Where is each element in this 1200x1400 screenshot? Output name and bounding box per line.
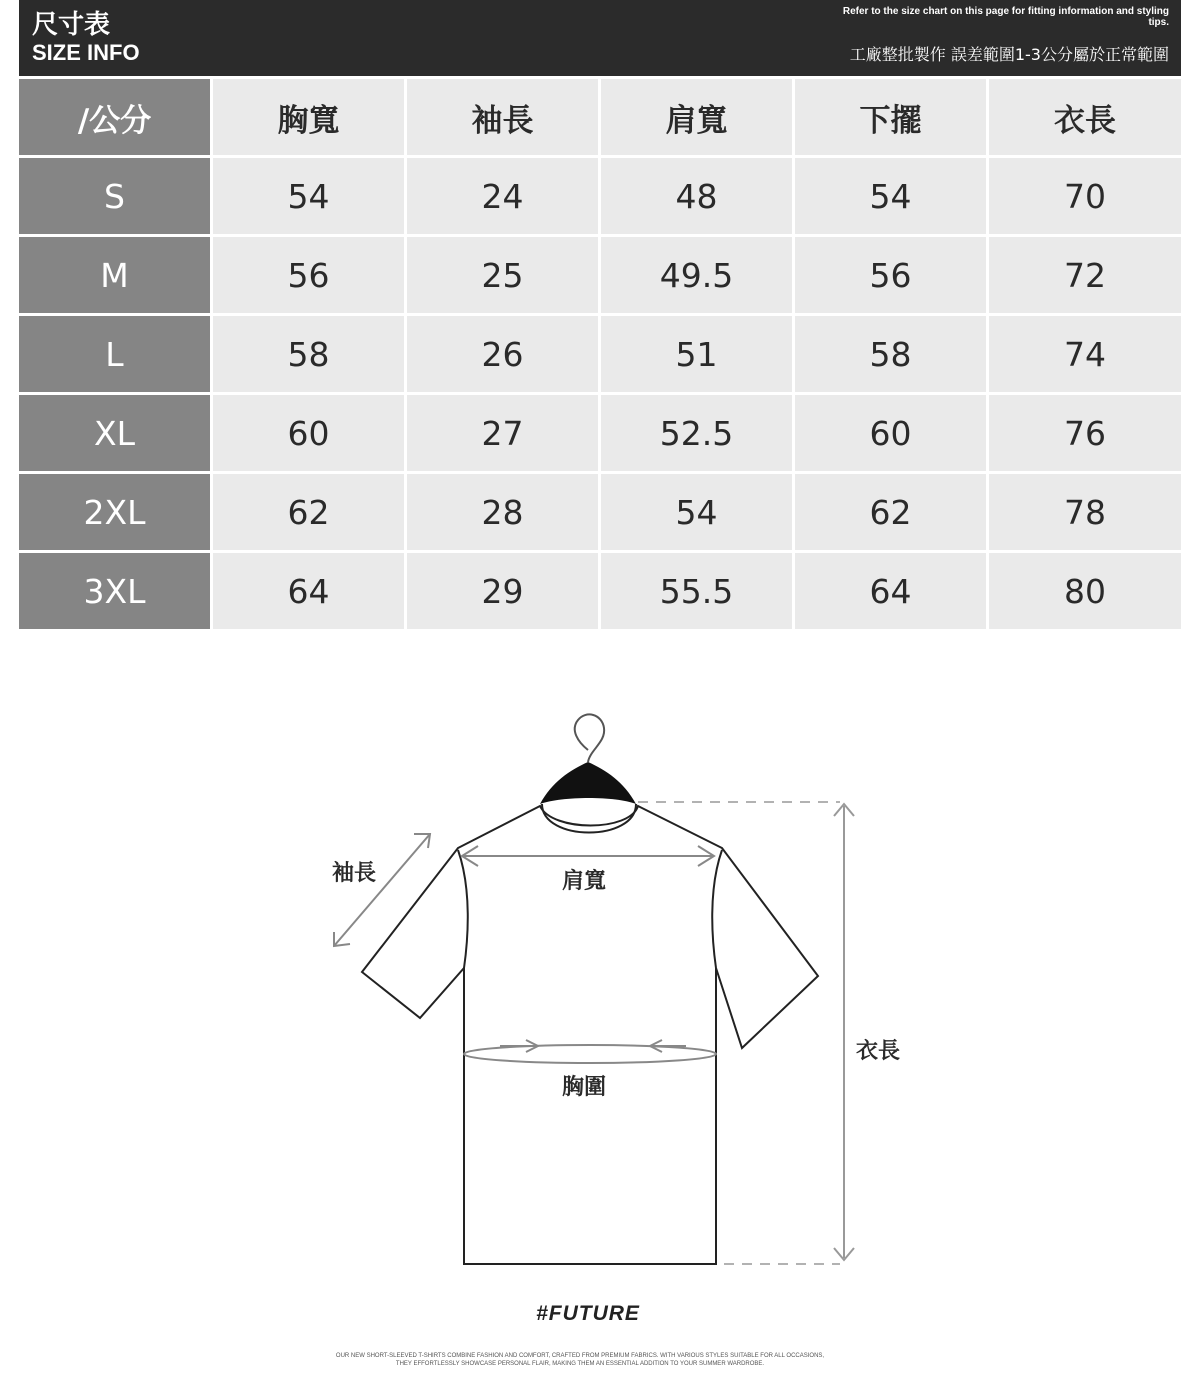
chest-label: 胸圍 [562, 1075, 607, 1100]
size-label: XL [19, 395, 210, 471]
length-label: 衣長 [856, 1039, 901, 1064]
table-cell: 76 [989, 395, 1181, 471]
table-cell: 64 [795, 553, 986, 629]
header-bar [19, 0, 1181, 76]
table-cell: 60 [795, 395, 986, 471]
column-header: 袖長 [407, 79, 598, 155]
page-subtitle: SIZE INFO [32, 40, 140, 65]
table-cell: 24 [407, 158, 598, 234]
table-cell: 28 [407, 474, 598, 550]
table-cell: 56 [795, 237, 986, 313]
table-cell: 52.5 [601, 395, 792, 471]
table-cell: 26 [407, 316, 598, 392]
size-table [19, 79, 1181, 629]
table-cell: 60 [213, 395, 404, 471]
tshirt-diagram [300, 700, 900, 1300]
table-cell: 54 [601, 474, 792, 550]
table-cell: 54 [795, 158, 986, 234]
hanger-icon [540, 762, 636, 804]
table-cell: 25 [407, 237, 598, 313]
table-cell: 55.5 [601, 553, 792, 629]
table-cell: 70 [989, 158, 1181, 234]
table-cell: 27 [407, 395, 598, 471]
column-header: 下擺 [795, 79, 986, 155]
size-label: M [19, 237, 210, 313]
shoulder-label: 肩寬 [562, 869, 607, 894]
fitting-note-en: Refer to the size chart on this page for fitting information and styling tips. [842, 6, 1169, 28]
table-cell: 62 [213, 474, 404, 550]
table-cell: 62 [795, 474, 986, 550]
table-cell: 64 [213, 553, 404, 629]
table-cell: 58 [795, 316, 986, 392]
page-title: 尺寸表 [32, 10, 111, 40]
table-cell: 56 [213, 237, 404, 313]
sleeve-label: 袖長 [332, 861, 377, 886]
table-cell: 48 [601, 158, 792, 234]
table-cell: 49.5 [601, 237, 792, 313]
size-label: L [19, 316, 210, 392]
table-cell: 80 [989, 553, 1181, 629]
size-label: 2XL [19, 474, 210, 550]
column-header: 胸寬 [213, 79, 404, 155]
tagline: OUR NEW SHORT-SLEEVED T-SHIRTS COMBINE FASHION AND COMFORT, CRAFTED FROM PREMIUM FABRICS. WITH VARIOUS STYLES SUITABLE FOR ALL OCCASIONS, THEY EFFORTLESSLY SHOWCASE PERSONAL FLAIR, MAKING THEM AN ESSENTIAL ADDITION TO YOUR SUMMER WARDROBE. [335, 1353, 825, 1367]
table-cell: 72 [989, 237, 1181, 313]
tshirt-illustration [300, 700, 900, 1300]
hanger-hook-icon [575, 714, 604, 762]
table-cell: 78 [989, 474, 1181, 550]
tolerance-note: 工廠整批製作 誤差範圍1-3公分屬於正常範圍 [849, 45, 1169, 64]
table-cell: 51 [601, 316, 792, 392]
brand-logo: #FUTURE [536, 1302, 640, 1325]
table-cell: 29 [407, 553, 598, 629]
column-header: 肩寬 [601, 79, 792, 155]
unit-header: /公分 [19, 79, 210, 155]
table-cell: 54 [213, 158, 404, 234]
table-cell: 74 [989, 316, 1181, 392]
table-cell: 58 [213, 316, 404, 392]
size-label: S [19, 158, 210, 234]
column-header: 衣長 [989, 79, 1181, 155]
size-label: 3XL [19, 553, 210, 629]
